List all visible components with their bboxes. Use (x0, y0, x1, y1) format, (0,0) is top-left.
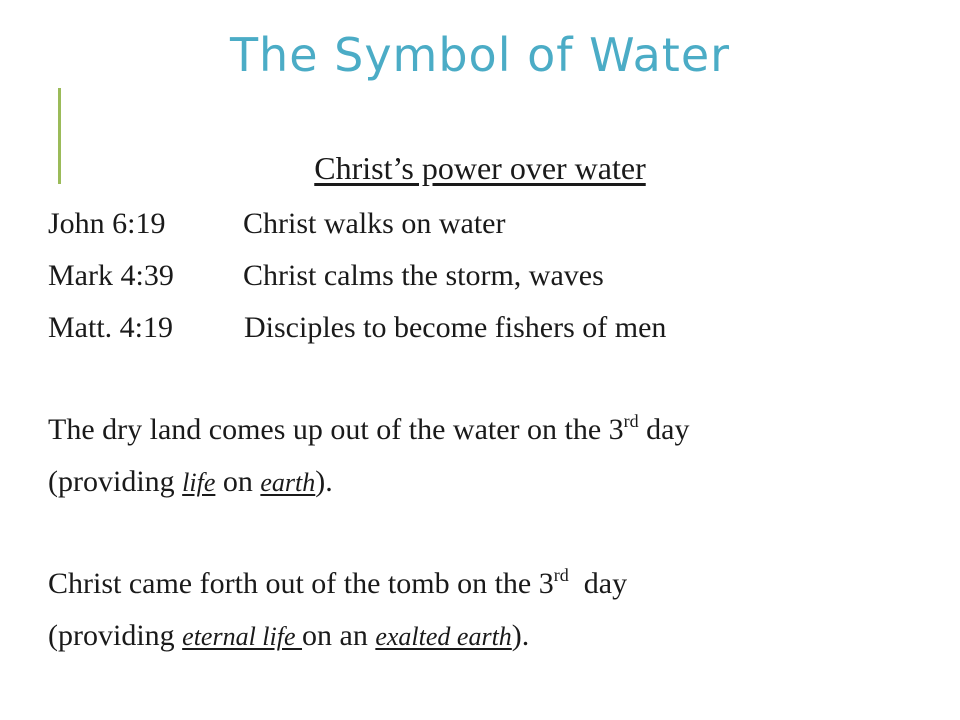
underlined-phrase: eternal life (182, 622, 303, 651)
paragraph-line (48, 413, 690, 447)
reference-row (48, 311, 667, 345)
line-text: on (215, 465, 261, 498)
ordinal-suffix: rd (553, 565, 569, 585)
line-text: (providing (48, 619, 183, 652)
line-text: The dry land comes up out of the water on the 3 (48, 413, 624, 446)
reference-row (48, 259, 604, 293)
reference-citation: Mark 4:39 (48, 259, 174, 292)
reference-description: Christ walks on water (243, 207, 506, 240)
line-text-end: day (638, 413, 690, 446)
reference-description: Disciples to become fishers of men (244, 311, 667, 344)
reference-citation: John 6:19 (48, 207, 166, 240)
line-text: on an (302, 619, 376, 652)
slide-title: The Symbol of Water (229, 28, 731, 82)
underlined-phrase: earth (260, 468, 316, 497)
reference-row (48, 207, 506, 241)
line-text: (providing (48, 465, 183, 498)
underlined-phrase: exalted earth (375, 622, 512, 651)
line-text-end: day (568, 567, 628, 600)
line-text: ). (315, 465, 333, 498)
ordinal-suffix: rd (623, 411, 639, 431)
line-text: ). (511, 619, 530, 652)
subtitle-text: Christ’s power over water (314, 150, 646, 186)
underlined-phrase: life (182, 468, 216, 497)
paragraph-line (48, 567, 627, 601)
slide-subtitle (0, 150, 960, 187)
paragraph-line (48, 465, 333, 499)
reference-citation: Matt. 4:19 (48, 311, 173, 344)
paragraph-line (48, 619, 529, 653)
reference-description: Christ calms the storm, waves (243, 259, 604, 292)
line-text: Christ came forth out of the tomb on the 3 (48, 567, 554, 600)
